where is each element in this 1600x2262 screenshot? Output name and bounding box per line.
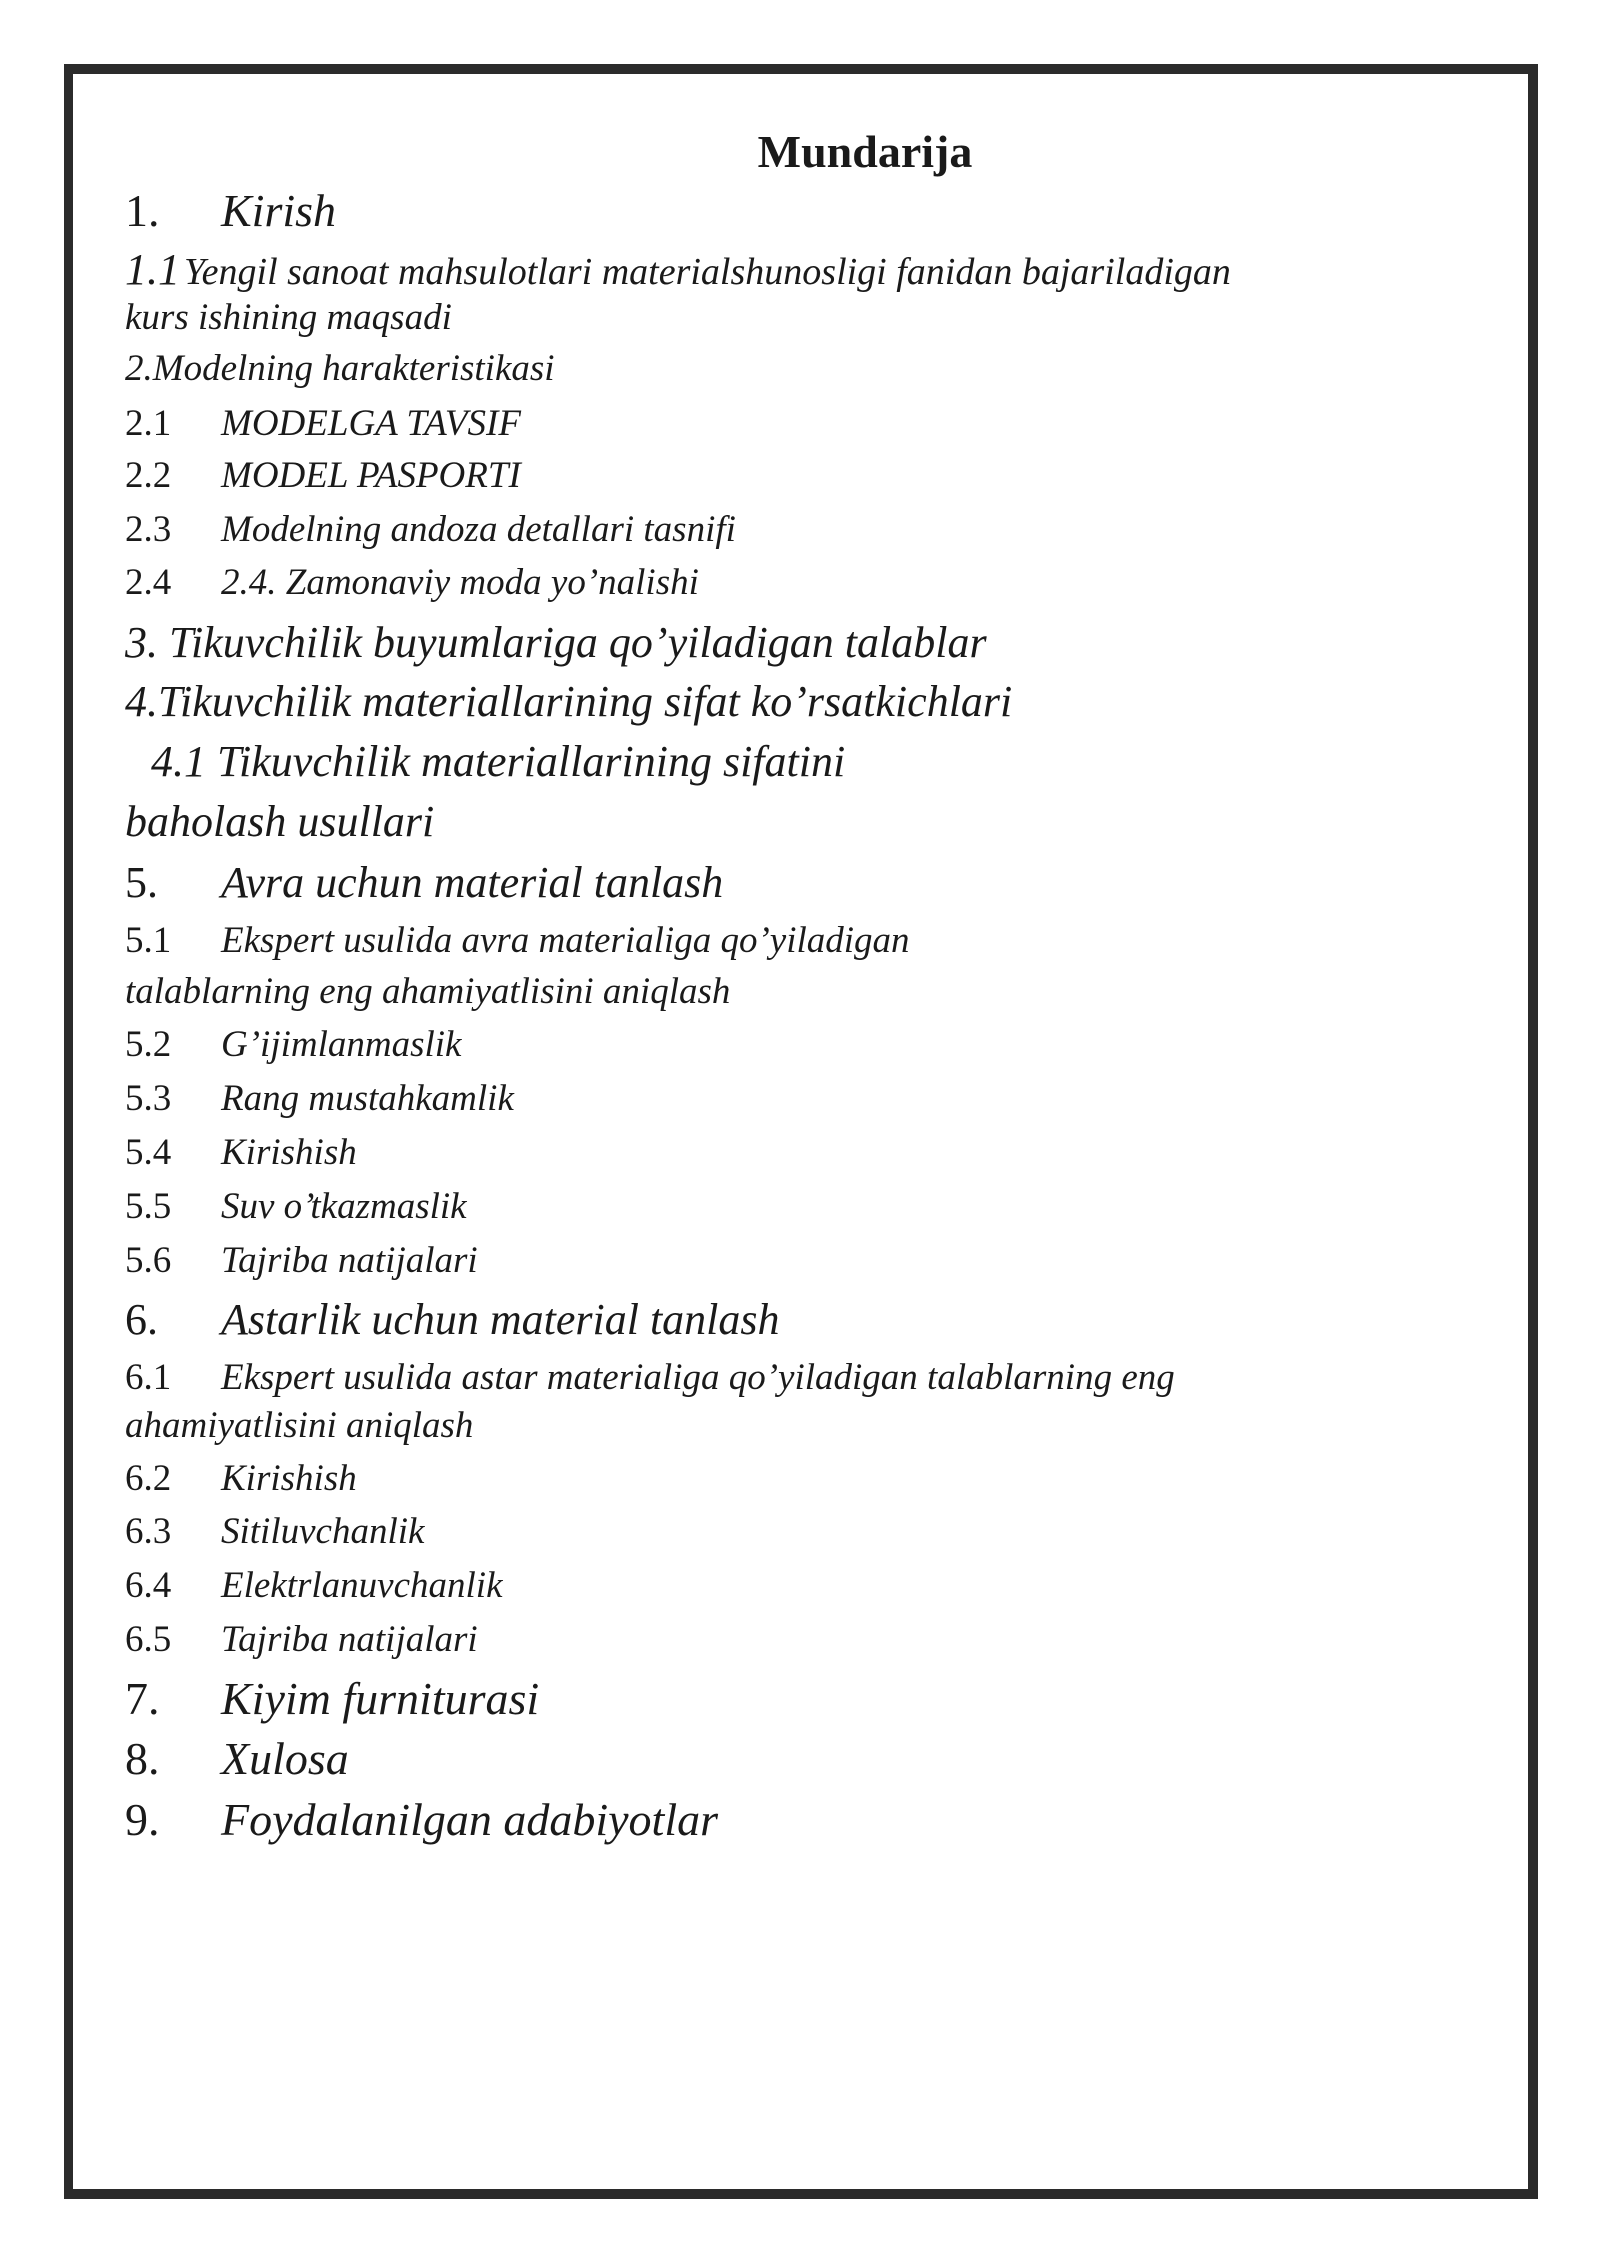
toc-entry-number: 8.: [125, 1733, 160, 1784]
toc-entry-text: MODEL PASPORTI: [221, 455, 521, 496]
toc-entry-5-5: [125, 1180, 1455, 1234]
toc-entry-text: kurs ishining maqsadi: [125, 297, 452, 338]
toc-entry-text: Ekspert usulida astar materialiga qo’yiladigan talablarning eng: [221, 1357, 1175, 1398]
toc-entry-text: Yengil sanoat mahsulotlari materialshunosligi fanidan bajariladigan: [184, 251, 1231, 293]
toc-entry-text: Sitiluvchanlik: [221, 1511, 425, 1552]
toc-entry-number: 9.: [125, 1794, 160, 1845]
toc-entry-text: Foydalanilgan adabiyotlar: [221, 1794, 719, 1845]
toc-entry-1-1: [125, 240, 1455, 294]
toc-entry-2-1: [125, 394, 1455, 448]
toc-entry-text: MODELGA TAVSIF: [221, 403, 521, 444]
toc-entry-8: [125, 1727, 1455, 1788]
toc-entry-text: ahamiyatlisini aniqlash: [125, 1405, 474, 1446]
toc-entry-text: Xulosa: [221, 1733, 349, 1784]
toc-entry-text: 4.1 Tikuvchilik materiallarining sifatini: [151, 737, 846, 786]
toc-entry-text: baholash usullari: [125, 797, 435, 846]
toc-entry-text: Tajriba natijalari: [221, 1240, 478, 1281]
page-title: Mundarija: [757, 126, 973, 177]
toc-entry-text: Suv o’tkazmaslik: [221, 1186, 467, 1227]
toc-entry-text: 3. Tikuvchilik buyumlariga qo’yiladigan talablar: [125, 618, 987, 667]
toc-entry-9: [125, 1788, 1455, 1849]
toc-entry-text: Kirish: [221, 185, 337, 236]
toc-entry-2: [125, 341, 1455, 394]
toc-entry-1: [125, 180, 1455, 240]
toc-entry-1-1-continuation: [125, 288, 1455, 341]
toc-entry-number: 6.5: [125, 1619, 172, 1660]
toc-entry-6-5: [125, 1613, 1455, 1667]
toc-entry-number: 6.: [125, 1295, 158, 1344]
toc-entry-3: [125, 610, 1455, 670]
toc-entry-text: Modelning andoza detallari tasnifi: [221, 509, 736, 550]
toc-entry-text: Elektrlanuvchanlik: [221, 1565, 503, 1606]
toc-entry-2-4: [125, 556, 1455, 610]
toc-entry-5-1-continuation: [125, 964, 1455, 1018]
toc-entry-number: 6.2: [125, 1458, 172, 1499]
toc-entry-number: 5.1: [125, 920, 172, 961]
table-of-contents: [125, 180, 1455, 1849]
toc-entry-text: 2.4. Zamonaviy moda yo’nalishi: [221, 562, 699, 603]
toc-entry-number: 1.1: [125, 245, 180, 294]
toc-entry-text: Avra uchun material tanlash: [221, 858, 724, 907]
toc-entry-5-2: [125, 1018, 1455, 1072]
toc-entry-number: 6.1: [125, 1357, 172, 1398]
toc-entry-4: [125, 670, 1455, 730]
toc-entry-text: Tajriba natijalari: [221, 1619, 478, 1660]
toc-entry-number: 6.3: [125, 1511, 172, 1552]
toc-entry-6-1-continuation: [125, 1398, 1455, 1451]
toc-entry-number: 5.: [125, 858, 158, 907]
toc-entry-text: talablarning eng ahamiyatlisini aniqlash: [125, 971, 731, 1012]
toc-entry-5-6: [125, 1234, 1455, 1288]
toc-entry-5: [125, 850, 1455, 910]
toc-entry-number: 5.3: [125, 1078, 172, 1119]
toc-entry-text: 2.Modelning harakteristikasi: [125, 348, 555, 389]
toc-entry-number: 2.1: [125, 403, 172, 444]
toc-entry-number: 6.4: [125, 1565, 172, 1606]
toc-entry-6-4: [125, 1559, 1455, 1613]
toc-entry-number: 5.2: [125, 1024, 172, 1065]
toc-entry-text: Kiyim furniturasi: [221, 1673, 540, 1724]
toc-entry-6-1: [125, 1348, 1455, 1398]
toc-entry-6-2: [125, 1451, 1455, 1505]
toc-entry-text: Rang mustahkamlik: [221, 1078, 514, 1119]
toc-entry-text: Astarlik uchun material tanlash: [221, 1295, 780, 1344]
toc-entry-number: 5.6: [125, 1240, 172, 1281]
toc-entry-text: Ekspert usulida avra materialiga qo’yiladigan: [221, 920, 910, 961]
toc-entry-number: 2.2: [125, 455, 172, 496]
toc-entry-number: 5.5: [125, 1186, 172, 1227]
toc-entry-2-3: [125, 502, 1455, 556]
toc-entry-2-2: [125, 448, 1455, 502]
toc-entry-5-1: [125, 910, 1455, 964]
toc-entry-4-1-continuation: [125, 790, 1455, 850]
toc-entry-5-4: [125, 1126, 1455, 1180]
toc-entry-text: Kirishish: [221, 1458, 357, 1499]
toc-entry-number: 5.4: [125, 1132, 172, 1173]
toc-entry-4-1: [125, 730, 1455, 790]
toc-entry-number: 7.: [125, 1673, 160, 1724]
toc-entry-number: 1.: [125, 185, 160, 236]
toc-entry-number: 2.3: [125, 509, 172, 550]
toc-entry-7: [125, 1667, 1455, 1727]
toc-entry-text: 4.Tikuvchilik materiallarining sifat ko’rsatkichlari: [125, 677, 1013, 726]
toc-entry-5-3: [125, 1072, 1455, 1126]
toc-entry-text: Kirishish: [221, 1132, 357, 1173]
toc-entry-6: [125, 1288, 1455, 1348]
toc-entry-text: G’ijimlanmaslik: [221, 1024, 462, 1065]
toc-entry-number: 2.4: [125, 562, 172, 603]
toc-entry-6-3: [125, 1505, 1455, 1559]
